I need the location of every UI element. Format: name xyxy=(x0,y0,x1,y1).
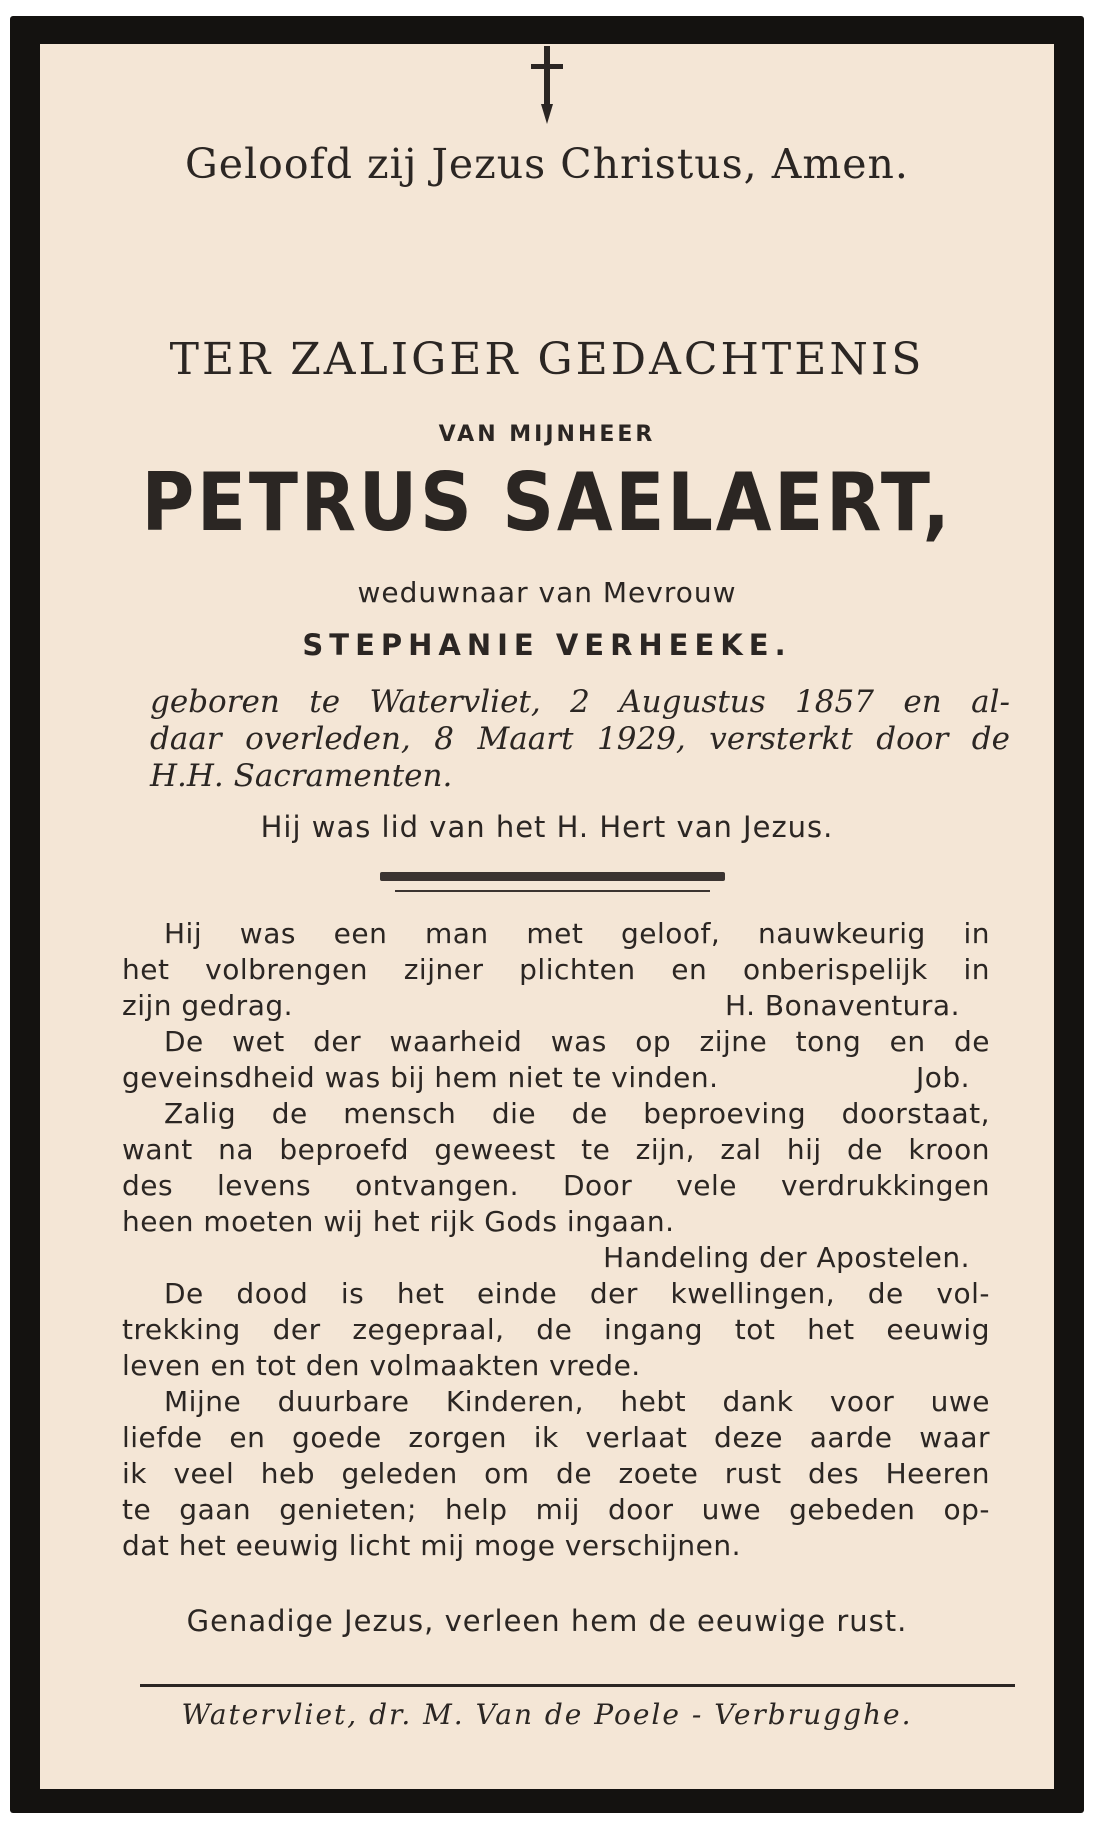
cross-icon xyxy=(40,44,1054,126)
footer-rule xyxy=(140,1684,1015,1687)
ornamental-divider xyxy=(40,872,1054,896)
card-paper xyxy=(40,44,1054,1789)
wife-name: STEPHANIE VERHEEKE. xyxy=(302,628,792,662)
membership-line: Hij was lid van het H. Hert van Jezus. xyxy=(260,810,834,844)
quote-line: want na beproefd geweest te zijn, zal hij de kroon xyxy=(122,1133,990,1166)
deceased-name: PETRUS SAELAERT, xyxy=(141,456,953,549)
quote-last-line: zijn gedrag. xyxy=(122,989,294,1022)
motto: Geloofd zij Jezus Christus, Amen. xyxy=(185,140,909,188)
quote-line: Mijne duurbare Kinderen, hebt dank voor uwe xyxy=(164,1385,990,1418)
birth-line: daar overleden, 8 Maart 1929, versterkt door de xyxy=(150,721,1010,757)
quote-line: het volbrengen zijner plichten en onberispelijk in xyxy=(122,953,990,986)
quote-line: Hij was een man met geloof, nauwkeurig in xyxy=(164,917,990,950)
quote-last-line: heen moeten wij het rijk Gods ingaan. xyxy=(122,1205,675,1238)
closing-prayer: Genadige Jezus, verleen hem de eeuwige rust. xyxy=(186,1604,908,1638)
quote-source: H. Bonaventura. xyxy=(725,989,960,1022)
quote-line: Zalig de mensch die de beproeving doorstaat, xyxy=(164,1097,990,1130)
memorial-heading: TER ZALIGER GEDACHTENIS xyxy=(169,334,925,385)
quote-line: trekking der zegepraal, de ingang tot het eeuwig xyxy=(122,1313,990,1346)
subheading: VAN MIJNHEER xyxy=(438,422,656,447)
quote-line: De wet der waarheid was op zijne tong en de xyxy=(164,1025,990,1058)
quote-line: des levens ontvangen. Door vele verdrukkingen xyxy=(122,1169,990,1202)
birth-death-paragraph xyxy=(150,684,1010,795)
quote-last-line: geveinsdheid was bij hem niet te vinden. xyxy=(122,1061,719,1094)
quote-source: Job. xyxy=(915,1061,970,1094)
quote-last-line: leven en tot den volmaakten vrede. xyxy=(122,1349,641,1382)
quote-last-line: dat het eeuwig licht mij moge verschijnen. xyxy=(122,1529,742,1562)
widower-line: weduwnaar van Mevrouw xyxy=(357,576,737,609)
quote-line: liefde en goede zorgen ik verlaat deze aarde waar xyxy=(122,1421,990,1454)
quotes-body xyxy=(122,916,990,1564)
quote-line: De dood is het einde der kwellingen, de vol- xyxy=(164,1277,990,1310)
printer-credit: Watervliet, dr. M. Van de Poele - Verbrugghe. xyxy=(181,1698,913,1731)
quote-source: Handeling der Apostelen. xyxy=(603,1241,970,1274)
birth-line: H.H. Sacramenten. xyxy=(150,758,453,794)
quote-line xyxy=(122,1060,990,1096)
quote-line: te gaan genieten; help mij door uwe gebeden op- xyxy=(122,1493,990,1526)
memorial-card xyxy=(10,16,1084,1813)
quote-line xyxy=(122,988,990,1024)
quote-line: ik veel heb geleden om de zoete rust des Heeren xyxy=(122,1457,990,1490)
birth-line: geboren te Watervliet, 2 Augustus 1857 en al- xyxy=(150,684,1010,720)
